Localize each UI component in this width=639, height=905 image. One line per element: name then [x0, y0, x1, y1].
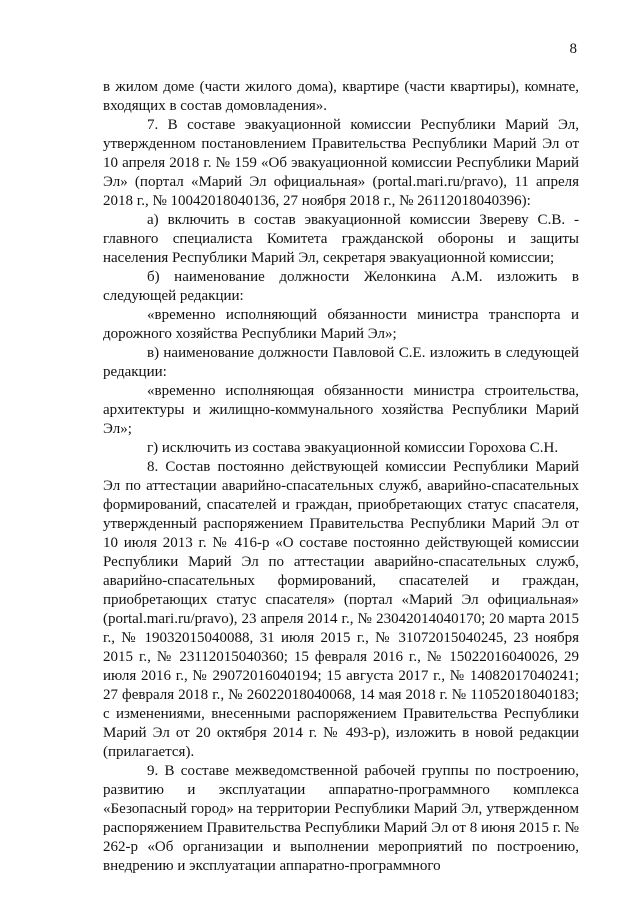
- subitem-a: а) включить в состав эвакуационной комиссии Звереву С.В. - главного специалиста Комитета гражданской обороны и защиты населения Республики Марий Эл, секретаря эвакуационной комиссии;: [103, 212, 579, 266]
- quote-construction: «временно исполняющая обязанности министра строительства, архитектуры и жилищно-коммунального хозяйства Республики Марий Эл»;: [103, 383, 579, 437]
- page-number: 8: [569, 41, 577, 57]
- document-body: [103, 78, 579, 876]
- paragraph-item-9: 9. В составе межведомственной рабочей группы по построению, развитию и эксплуатации аппаратно-программного комплекса «Безопасный город» на территории Республики Марий Эл, утвержденном распоряжением Правительства Республики Марий Эл от 8 июня 2015 г. № 262-р «Об организации и выполнении мероприятий по построению, внедрению и эксплуатации аппаратно-программного: [103, 763, 579, 874]
- paragraph-item-8: 8. Состав постоянно действующей комиссии Республики Марий Эл по аттестации аварийно-спасательных служб, аварийно-спасательных формирований, спасателей и граждан, приобретающих статус спасателя, утвержденный распоряжением Правительства Республики Марий Эл от 10 июля 2013 г. № 416-р «О составе постоянно действующей комиссии Республики Марий Эл по аттестации аварийно-спасательных служб, аварийно-спасательных формирований, спасателей и граждан, приобретающих статус спасателя» (портал «Марий Эл официальная» (portal.mari.ru/pravo), 23 апреля 2014 г., № 23042014040170; 20 марта 2015 г., № 19032015040088, 31 июля 2015 г., № 31072015040245, 23 ноября 2015 г., № 23112015040360; 15 февраля 2016 г., № 15022016040026, 29 июля 2016 г., № 29072016040194; 15 августа 2017 г., № 14082017040241; 27 февраля 2018 г., № 26022018040068, 14 мая 2018 г. № 11052018040183; с изменениями, внесенными распоряжением Правительства Республики Марий Эл от 20 октября 2014 г. № 493-р), изложить в новой редакции (прилагается).: [103, 459, 579, 760]
- subitem-g: г) исключить из состава эвакуационной комиссии Горохова С.Н.: [147, 440, 559, 456]
- subitem-b: б) наименование должности Желонкина А.М. изложить в следующей редакции:: [103, 269, 579, 304]
- paragraph-continuation: в жилом доме (части жилого дома), квартире (части квартиры), комнате, входящих в состав домовладения».: [103, 79, 579, 114]
- subitem-v: в) наименование должности Павловой С.Е. изложить в следующей редакции:: [103, 345, 579, 380]
- quote-transport: «временно исполняющий обязанности министра транспорта и дорожного хозяйства Республики Марий Эл»;: [103, 307, 579, 342]
- paragraph-item-7: 7. В составе эвакуационной комиссии Республики Марий Эл, утвержденном постановлением Правительства Республики Марий Эл от 10 апреля 2018 г. № 159 «Об эвакуационной комиссии Республики Марий Эл» (портал «Марий Эл официальная» (portal.mari.ru/pravo), 11 апреля 2018 г., № 10042018040136, 27 ноября 2018 г., № 26112018040396):: [103, 117, 579, 209]
